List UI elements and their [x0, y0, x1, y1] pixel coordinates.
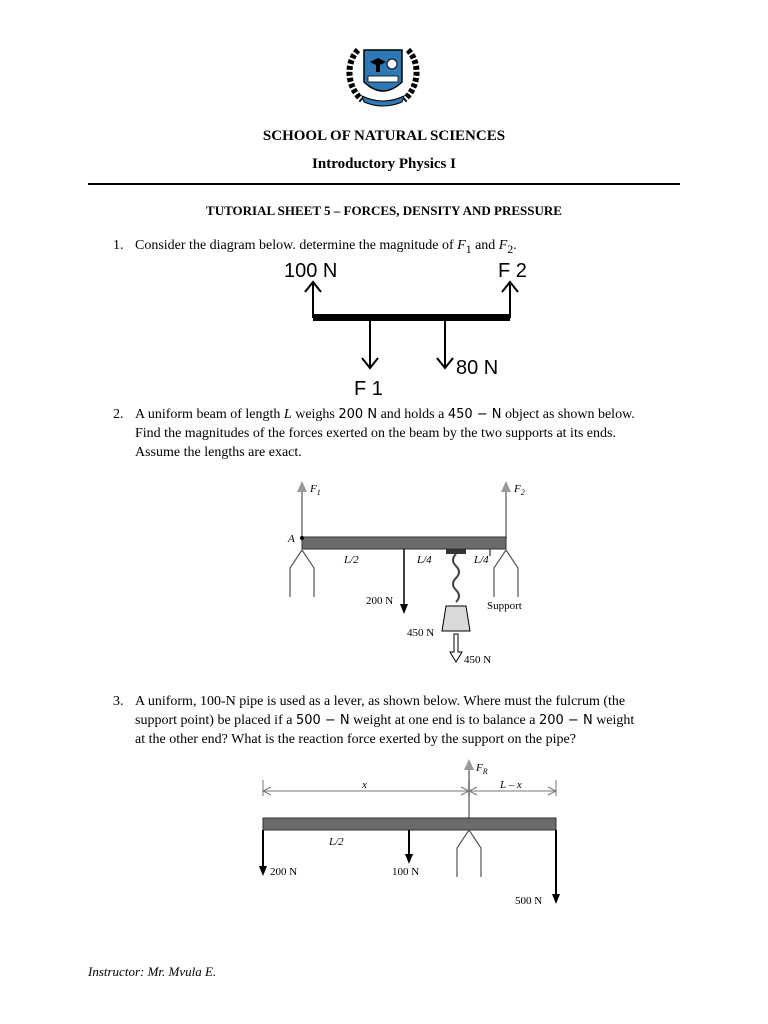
- arrowhead: [297, 481, 307, 492]
- arrowhead: [464, 759, 474, 770]
- label-l-half: L/2: [329, 836, 344, 848]
- question-text: weight at one end is to balance a: [349, 713, 539, 728]
- label-100n: 100 N: [392, 866, 420, 878]
- label-200n: 200 N: [270, 866, 298, 878]
- arrowhead: [259, 866, 267, 876]
- label-200n: 200 N: [366, 595, 394, 607]
- arrowhead: [405, 854, 413, 864]
- math-value: 450 − N: [447, 407, 502, 422]
- question-text: A uniform, 100-N pipe is used as a lever, as shown below. Where must the fulcrum (the: [135, 694, 626, 709]
- label-l-half: L/2: [344, 554, 359, 566]
- label-a: A: [288, 533, 295, 545]
- arrowhead: [501, 481, 511, 492]
- hanging-weight: [442, 606, 470, 631]
- beam: [302, 537, 506, 549]
- label-450n: 450 N: [407, 627, 435, 639]
- label-80n: 80 N: [456, 357, 499, 379]
- point-a-dot: [300, 536, 304, 540]
- diagram-2: [280, 476, 540, 672]
- question-text: A uniform beam of length: [135, 407, 284, 422]
- label-f2: $F_2$: [514, 483, 525, 497]
- label-l-minus-x: L – x: [500, 779, 522, 791]
- question-number: 2.: [113, 407, 124, 422]
- fulcrum: [457, 830, 481, 877]
- arrow-450n: [450, 634, 462, 662]
- school-logo: [340, 40, 426, 112]
- question-text: and: [471, 238, 499, 253]
- hook-mount: [446, 549, 466, 554]
- question-text: Find the magnitudes of the forces exerted on the beam by the two supports at its ends.: [135, 426, 616, 441]
- arrowhead: [552, 894, 560, 904]
- math-var: F: [498, 238, 508, 253]
- instructor-footer: Instructor: Mr. Mvula E.: [88, 964, 217, 979]
- label-f2: F 2: [498, 260, 527, 282]
- question-text: at the other end? What is the reaction force exerted by the support on the pipe?: [135, 732, 576, 747]
- question-text: support point) be placed if a: [135, 713, 296, 728]
- question-3: [113, 692, 673, 749]
- label-l-quarter: L/4: [474, 554, 489, 566]
- question-number: 3.: [113, 694, 124, 709]
- question-text: object as shown below.: [501, 407, 635, 422]
- label-x: x: [362, 779, 367, 791]
- label-support: Support: [487, 600, 522, 612]
- math-value: 500 − N: [295, 713, 350, 728]
- beam: [313, 314, 510, 321]
- diagram-3: [254, 756, 564, 912]
- question-text: Assume the lengths are exact.: [135, 445, 302, 460]
- question-number: 1.: [113, 238, 124, 253]
- question-text: and holds a: [377, 407, 448, 422]
- label-450n: 450 N: [464, 654, 492, 666]
- question-text: weight: [592, 713, 635, 728]
- question-2: [113, 405, 673, 462]
- math-sub: 1: [465, 242, 472, 256]
- question-text: Consider the diagram below. determine the magnitude of: [135, 238, 458, 253]
- sheet-title: TUTORIAL SHEET 5 – FORCES, DENSITY AND PRESSURE: [206, 203, 562, 218]
- question-text: .: [513, 238, 517, 253]
- diagram-1: [270, 254, 530, 399]
- math-value: 200 − N: [538, 713, 593, 728]
- math-var: L: [283, 407, 292, 422]
- math-value: 200 N: [338, 407, 378, 422]
- course-title: Introductory Physics I: [312, 156, 456, 172]
- math-sub: 2: [507, 242, 514, 256]
- math-var: F: [457, 238, 466, 253]
- label-f1: F 1: [354, 378, 383, 399]
- label-l-quarter: L/4: [417, 554, 432, 566]
- pipe: [263, 818, 556, 830]
- arrowhead: [400, 604, 408, 614]
- label-fr: $F_R$: [476, 762, 488, 776]
- question-text: weighs: [291, 407, 339, 422]
- chain: [453, 554, 459, 602]
- header-divider: [88, 183, 680, 185]
- label-100n: 100 N: [284, 260, 338, 282]
- support-right: [494, 550, 518, 597]
- school-name: SCHOOL OF NATURAL SCIENCES: [262, 128, 506, 144]
- label-500n: 500 N: [515, 895, 543, 907]
- support-left: [290, 550, 314, 597]
- label-f1: $F_1$: [310, 483, 321, 497]
